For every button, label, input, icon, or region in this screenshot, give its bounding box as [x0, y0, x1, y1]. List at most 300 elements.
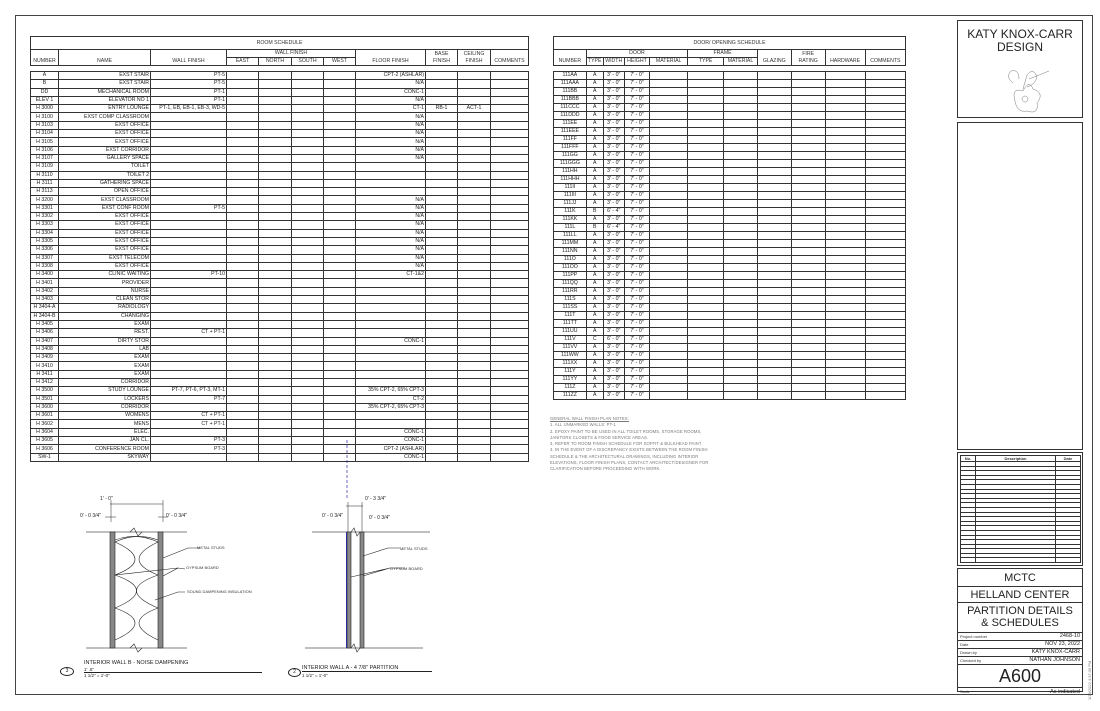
comments — [865, 248, 905, 256]
frame-material — [724, 352, 758, 360]
room-ceiling-finish — [458, 204, 491, 212]
room-north — [259, 146, 292, 154]
room-base-finish — [426, 428, 458, 436]
room-base-finish — [426, 370, 458, 378]
col-type: TYPE — [587, 58, 602, 64]
room-name: EXST OFFICE — [59, 130, 151, 138]
door-width: 3' - 0" — [603, 216, 624, 224]
door-row — [554, 104, 906, 112]
frame-type — [688, 168, 724, 176]
door-number: 111O — [554, 256, 587, 264]
room-name: EXST OFFICE — [59, 262, 151, 270]
room-west — [324, 229, 356, 237]
door-number: 111ZZ — [554, 392, 587, 400]
door-type: A — [586, 352, 603, 360]
room-west — [324, 138, 356, 146]
room-east — [227, 354, 259, 362]
room-south — [292, 229, 324, 237]
wall-a-scale: 1 1/2" = 1'-0" — [302, 673, 328, 678]
hardware — [825, 200, 865, 208]
room-east — [227, 378, 259, 386]
room-base-finish — [426, 163, 458, 171]
room-row — [31, 370, 529, 378]
room-base-finish — [426, 237, 458, 245]
room-ceiling-finish — [458, 262, 491, 270]
room-number: H 3405 — [31, 320, 59, 328]
room-number: ELEV 1 — [31, 96, 59, 104]
room-comments — [491, 246, 529, 254]
room-name: CONFERENCE ROOM — [59, 445, 151, 453]
room-wall-finish — [151, 188, 227, 196]
room-north — [259, 237, 292, 245]
door-material — [650, 280, 688, 288]
room-east — [227, 262, 259, 270]
room-south — [292, 154, 324, 162]
door-material — [650, 168, 688, 176]
room-comments — [491, 412, 529, 420]
door-row — [554, 72, 906, 80]
comments — [865, 112, 905, 120]
col-comments: COMMENTS — [865, 50, 905, 66]
room-north — [259, 370, 292, 378]
door-number: 111III — [554, 192, 587, 200]
room-east — [227, 154, 259, 162]
room-wall-finish: PT-5 — [151, 72, 227, 80]
room-wall-finish — [151, 279, 227, 287]
room-west — [324, 420, 356, 428]
room-floor-finish: N/A — [356, 96, 426, 104]
room-east — [227, 221, 259, 229]
info-field-label: Date — [960, 642, 969, 647]
hardware — [825, 80, 865, 88]
glazing — [757, 336, 791, 344]
room-west — [324, 271, 356, 279]
room-row — [31, 254, 529, 262]
room-wall-finish: PT-1, EB, EB-1, EB-3, WD-5 — [151, 105, 227, 113]
room-name: TOILET — [59, 163, 151, 171]
room-name: MECHANICAL ROOM — [59, 88, 151, 96]
door-type: A — [586, 184, 603, 192]
room-west — [324, 370, 356, 378]
door-row — [554, 160, 906, 168]
room-ceiling-finish — [458, 221, 491, 229]
room-west — [324, 362, 356, 370]
hardware — [825, 144, 865, 152]
room-north — [259, 188, 292, 196]
room-east — [227, 237, 259, 245]
hardware — [825, 168, 865, 176]
door-number: 111TT — [554, 320, 587, 328]
glazing — [757, 296, 791, 304]
room-wall-finish — [151, 237, 227, 245]
room-comments — [491, 105, 529, 113]
door-width: 3' - 0" — [603, 272, 624, 280]
comments — [865, 136, 905, 144]
hardware — [825, 248, 865, 256]
hardware — [825, 136, 865, 144]
room-name: EXST OFFICE — [59, 237, 151, 245]
comments — [865, 176, 905, 184]
glazing — [757, 208, 791, 216]
room-number: H 3402 — [31, 287, 59, 295]
door-width: 3' - 0" — [603, 152, 624, 160]
room-comments — [491, 337, 529, 345]
room-row — [31, 237, 529, 245]
hardware — [825, 344, 865, 352]
door-row — [554, 144, 906, 152]
hardware — [825, 184, 865, 192]
room-comments — [491, 154, 529, 162]
room-ceiling-finish — [458, 362, 491, 370]
fire-rating — [791, 88, 825, 96]
frame-material — [724, 296, 758, 304]
room-west — [324, 96, 356, 104]
room-east — [227, 437, 259, 445]
door-number: 111V — [554, 336, 587, 344]
door-row — [554, 360, 906, 368]
col-frame-material: MATERIAL — [724, 58, 758, 66]
frame-material — [724, 160, 758, 168]
room-west — [324, 146, 356, 154]
room-east — [227, 72, 259, 80]
room-west — [324, 237, 356, 245]
room-ceiling-finish — [458, 254, 491, 262]
info-field-value: 2468-10 — [1059, 633, 1080, 639]
room-name: EXST OFFICE — [59, 246, 151, 254]
room-north — [259, 113, 292, 121]
door-row — [554, 232, 906, 240]
room-wall-finish: CT + PT-1 — [151, 329, 227, 337]
fire-rating — [791, 176, 825, 184]
door-width: 3' - 0" — [603, 320, 624, 328]
hardware — [825, 192, 865, 200]
info-field-label: Drawn by — [960, 650, 977, 655]
glazing — [757, 120, 791, 128]
room-row — [31, 113, 529, 121]
room-comments — [491, 287, 529, 295]
room-south — [292, 403, 324, 411]
room-floor-finish: N/A — [356, 229, 426, 237]
comments — [865, 320, 905, 328]
door-type: A — [586, 88, 603, 96]
room-ceiling-finish — [458, 378, 491, 386]
room-row — [31, 221, 529, 229]
frame-material — [724, 88, 758, 96]
door-number: 111QQ — [554, 280, 587, 288]
room-floor-finish: N/A — [356, 246, 426, 254]
room-base-finish — [426, 121, 458, 129]
comments — [865, 168, 905, 176]
door-number: 111GGG — [554, 160, 587, 168]
room-south — [292, 395, 324, 403]
room-wall-finish — [151, 362, 227, 370]
hardware — [825, 256, 865, 264]
room-ceiling-finish — [458, 121, 491, 129]
door-number: 111JJ — [554, 200, 587, 208]
door-number: 111EE — [554, 120, 587, 128]
room-row — [31, 154, 529, 162]
room-west — [324, 296, 356, 304]
door-material — [650, 360, 688, 368]
room-south — [292, 96, 324, 104]
room-number: H 3301 — [31, 204, 59, 212]
room-east — [227, 188, 259, 196]
door-height: 7' - 0" — [624, 264, 649, 272]
room-wall-finish: PT-3 — [151, 445, 227, 453]
door-width: 3' - 0" — [603, 264, 624, 272]
door-number: 111GG — [554, 152, 587, 160]
door-row — [554, 280, 906, 288]
room-name: TOILET 2 — [59, 171, 151, 179]
room-name: RADIOLOGY — [59, 304, 151, 312]
room-ceiling-finish — [458, 453, 491, 461]
frame-type — [688, 80, 724, 88]
room-name: EXST COMP CLASSROOM — [59, 113, 151, 121]
door-width: 3' - 0" — [603, 312, 624, 320]
glazing — [757, 80, 791, 88]
door-schedule-table — [553, 36, 906, 400]
glazing — [757, 128, 791, 136]
door-row — [554, 112, 906, 120]
door-type: A — [586, 328, 603, 336]
room-row — [31, 362, 529, 370]
room-wall-finish — [151, 337, 227, 345]
info-field-row — [958, 641, 1082, 649]
door-width: 3' - 0" — [603, 88, 624, 96]
room-name: CHANGING — [59, 312, 151, 320]
wall-b-scale: 1 1/2" = 1'-0" — [84, 672, 262, 678]
door-material — [650, 320, 688, 328]
room-south — [292, 88, 324, 96]
room-row — [31, 105, 529, 113]
frame-material — [724, 80, 758, 88]
room-east — [227, 138, 259, 146]
door-height: 7' - 0" — [624, 160, 649, 168]
frame-material — [724, 120, 758, 128]
room-east — [227, 279, 259, 287]
comments — [865, 392, 905, 400]
room-floor-finish — [356, 370, 426, 378]
frame-material — [724, 384, 758, 392]
col-comments: COMMENTS — [491, 50, 529, 66]
frame-material — [724, 176, 758, 184]
door-number: 111CCC — [554, 104, 587, 112]
room-south — [292, 213, 324, 221]
door-type: B — [586, 208, 603, 216]
wall-a-dim-total: 0' - 3 3/4" — [365, 496, 387, 502]
room-comments — [491, 445, 529, 453]
room-floor-finish — [356, 163, 426, 171]
door-type: A — [586, 280, 603, 288]
room-ceiling-finish — [458, 72, 491, 80]
room-row — [31, 279, 529, 287]
room-west — [324, 121, 356, 129]
room-floor-finish — [356, 279, 426, 287]
room-base-finish — [426, 221, 458, 229]
room-name: EXST STAIR — [59, 80, 151, 88]
hardware — [825, 104, 865, 112]
frame-type — [688, 288, 724, 296]
fire-rating — [791, 128, 825, 136]
room-base-finish — [426, 154, 458, 162]
room-ceiling-finish — [458, 246, 491, 254]
room-number: H 3410 — [31, 362, 59, 370]
door-number: 111XX — [554, 360, 587, 368]
hardware — [825, 384, 865, 392]
room-floor-finish: N/A — [356, 254, 426, 262]
wall-a-section-drawing — [300, 440, 460, 660]
frame-material — [724, 200, 758, 208]
room-south — [292, 271, 324, 279]
room-west — [324, 412, 356, 420]
door-height: 7' - 0" — [624, 208, 649, 216]
comments — [865, 208, 905, 216]
room-name: EXST OFFICE — [59, 138, 151, 146]
room-ceiling-finish — [458, 80, 491, 88]
door-number: 111BB — [554, 88, 587, 96]
glazing — [757, 192, 791, 200]
room-ceiling-finish — [458, 154, 491, 162]
glazing — [757, 184, 791, 192]
door-material — [650, 88, 688, 96]
frame-material — [724, 272, 758, 280]
room-name: LOCKERS — [59, 395, 151, 403]
frame-type — [688, 368, 724, 376]
room-floor-finish: 35% CPT-2, 65% CPT-3 — [356, 387, 426, 395]
room-north — [259, 287, 292, 295]
door-material — [650, 288, 688, 296]
room-base-finish — [426, 271, 458, 279]
frame-material — [724, 336, 758, 344]
door-width: 3' - 0" — [603, 96, 624, 104]
door-height: 7' - 0" — [624, 368, 649, 376]
door-material — [650, 160, 688, 168]
room-base-finish — [426, 279, 458, 287]
hardware — [825, 160, 865, 168]
door-type: A — [586, 232, 603, 240]
col-frame-type: TYPE — [688, 58, 724, 66]
room-ceiling-finish — [458, 213, 491, 221]
door-material — [650, 136, 688, 144]
room-north — [259, 395, 292, 403]
door-number: 111FFF — [554, 144, 587, 152]
door-number: 111BBB — [554, 96, 587, 104]
room-east — [227, 113, 259, 121]
room-base-finish — [426, 72, 458, 80]
room-row — [31, 262, 529, 270]
room-floor-finish — [356, 171, 426, 179]
fire-rating — [791, 216, 825, 224]
room-row — [31, 296, 529, 304]
door-number: 111RR — [554, 288, 587, 296]
door-type: A — [586, 176, 603, 184]
room-north — [259, 171, 292, 179]
room-west — [324, 403, 356, 411]
door-height: 7' - 0" — [624, 288, 649, 296]
door-number: 111AA — [554, 72, 587, 80]
glazing — [757, 200, 791, 208]
room-north — [259, 154, 292, 162]
comments — [865, 296, 905, 304]
room-number: H 3501 — [31, 395, 59, 403]
frame-type — [688, 96, 724, 104]
door-row — [554, 136, 906, 144]
room-number: H 3106 — [31, 146, 59, 154]
room-east — [227, 395, 259, 403]
comments — [865, 144, 905, 152]
info-field-value: NATHAN JOHNSON — [1029, 657, 1080, 663]
room-south — [292, 72, 324, 80]
fire-rating — [791, 312, 825, 320]
room-east — [227, 196, 259, 204]
fire-rating — [791, 192, 825, 200]
glazing — [757, 160, 791, 168]
fire-rating — [791, 296, 825, 304]
room-floor-finish — [356, 188, 426, 196]
door-row — [554, 80, 906, 88]
glazing — [757, 280, 791, 288]
room-number: H 3100 — [31, 113, 59, 121]
col-group-wall-finish: WALL FINISH — [227, 50, 356, 58]
room-south — [292, 320, 324, 328]
room-floor-finish — [356, 179, 426, 187]
room-base-finish: RB-1 — [426, 105, 458, 113]
fire-rating — [791, 152, 825, 160]
room-name: EXAM — [59, 362, 151, 370]
room-wall-finish — [151, 254, 227, 262]
room-base-finish — [426, 337, 458, 345]
room-floor-finish: CT-2 — [356, 395, 426, 403]
fire-rating — [791, 240, 825, 248]
room-comments — [491, 345, 529, 353]
room-comments — [491, 279, 529, 287]
room-ceiling-finish — [458, 88, 491, 96]
room-north — [259, 412, 292, 420]
room-wall-finish — [151, 221, 227, 229]
room-south — [292, 279, 324, 287]
room-east — [227, 403, 259, 411]
col-group-frame: FRAME — [688, 50, 758, 58]
fire-rating — [791, 208, 825, 216]
room-ceiling-finish — [458, 370, 491, 378]
room-south — [292, 138, 324, 146]
fire-rating — [791, 280, 825, 288]
comments — [865, 304, 905, 312]
room-name: JAN CL. — [59, 437, 151, 445]
door-type: A — [586, 128, 603, 136]
door-height: 7' - 0" — [624, 240, 649, 248]
room-west — [324, 88, 356, 96]
room-south — [292, 146, 324, 154]
glazing — [757, 352, 791, 360]
door-material — [650, 216, 688, 224]
room-number: H 3110 — [31, 171, 59, 179]
col-ceiling-finish: CEILING FINISH — [458, 50, 491, 66]
room-number: H 3302 — [31, 213, 59, 221]
room-base-finish — [426, 403, 458, 411]
frame-type — [688, 216, 724, 224]
room-ceiling-finish — [458, 279, 491, 287]
room-name: MENS — [59, 420, 151, 428]
door-number: 111S — [554, 296, 587, 304]
firm-name: KATY KNOX-CARR DESIGN — [967, 27, 1073, 54]
comments — [865, 232, 905, 240]
door-number: 111T — [554, 312, 587, 320]
frame-type — [688, 352, 724, 360]
room-west — [324, 320, 356, 328]
glazing — [757, 312, 791, 320]
hardware — [825, 328, 865, 336]
